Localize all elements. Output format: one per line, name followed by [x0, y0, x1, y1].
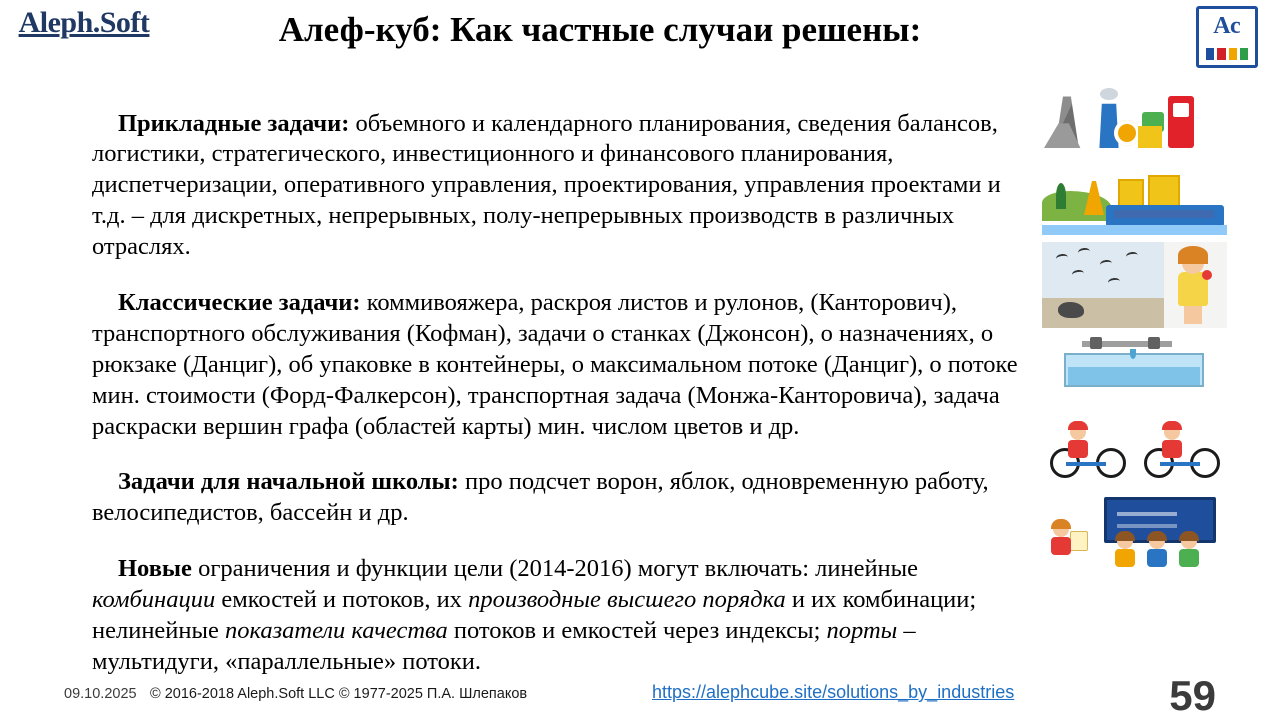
paragraph-new-constraints-segment: производные высшего порядка: [468, 585, 786, 613]
cyclists-image: [1042, 408, 1227, 484]
swimming-pool-image: [1042, 335, 1227, 401]
aleph-cube-logo-bars: [1206, 48, 1248, 60]
paragraph-applied-tasks: [92, 109, 1032, 264]
company-logo-text: Aleph.Soft: [18, 6, 150, 39]
aleph-cube-logo-icon: [1196, 6, 1258, 68]
illustration-column: [1042, 86, 1227, 576]
paragraph-school-tasks-lead: Задачи для начальной школы:: [118, 468, 459, 496]
paragraph-applied-tasks-lead: Прикладные задачи:: [118, 109, 350, 137]
paragraph-new-constraints-segment: порты: [826, 616, 898, 644]
paragraph-new-constraints-segment: – мультидуги, «параллельные» потоки.: [92, 616, 916, 675]
aleph-cube-logo-letters: Ас: [1213, 13, 1241, 39]
paragraph-new-constraints-lead: Новые: [118, 554, 192, 582]
paragraph-new-constraints-text: [92, 555, 976, 675]
paragraph-new-constraints-segment: показатели качества: [225, 616, 448, 644]
paragraph-new-constraints: [92, 554, 1032, 678]
page-title: Алеф-куб: Как частные случаи решены:: [278, 10, 922, 49]
paragraph-new-constraints-segment: комбинации: [92, 585, 216, 613]
industry-icons-image: [1042, 86, 1227, 162]
paragraph-classic-tasks-lead: Классические задачи:: [118, 288, 361, 316]
birds-girl-apple-image: [1042, 242, 1227, 328]
page-number: 59: [1169, 672, 1216, 719]
paragraph-new-constraints-segment: и их комбинации; нелинейные: [92, 585, 977, 644]
slide-body: [92, 84, 1032, 688]
paragraph-applied-tasks-text: объемного и календарного планирования, сведения балансов, логистики, стратегического, инвестиционного и финансового планирования, диспетчеризации, оперативного управления, проектирования, управления проектами и т.д. – для дискретных, непрерывных, полу-непрерывных производств в различных отраслях.: [92, 109, 1001, 261]
paragraph-new-constraints-segment: потоков и емкостей через индексы;: [447, 616, 827, 644]
footer-link[interactable]: https://alephcube.site/solutions_by_industries: [652, 682, 1015, 702]
footer-date: 09.10.2025: [64, 686, 137, 702]
factory-train-image: [1042, 169, 1227, 235]
paragraph-school-tasks-text: про подсчет ворон, яблок, одновременную работу, велосипедистов, бассейн и др.: [92, 468, 989, 527]
paragraph-new-constraints-segment: емкостей и потоков, их: [215, 585, 469, 613]
company-logo: [14, 8, 154, 38]
footer-copyright: © 2016-2018 Aleph.Soft LLC © 1977-2025 П.А. Шлепаков: [150, 686, 528, 702]
paragraph-classic-tasks-text: коммивояжера, раскроя листов и рулонов, (Канторович), транспортного обслуживания (Кофман), задачи о станках (Джонсон), о назначениях, о рюкзаке (Данциг), об упаковке в контейнеры, о максимальном потоке (Данциг), о потоке мин. стоимости (Форд-Фалкерсон), транспортная задача (Монжа-Канторовича), задача раскраски вершин графа (областей карты) мин. числом цветов и др.: [92, 288, 1018, 440]
schoolkids-blackboard-image: [1042, 491, 1227, 569]
paragraph-classic-tasks: [92, 288, 1032, 443]
slide-footer: [64, 672, 1224, 719]
paragraph-school-tasks: [92, 467, 1032, 529]
paragraph-new-constraints-segment: ограничения и функции цели (2014-2016) могут включать: линейные: [191, 554, 919, 582]
